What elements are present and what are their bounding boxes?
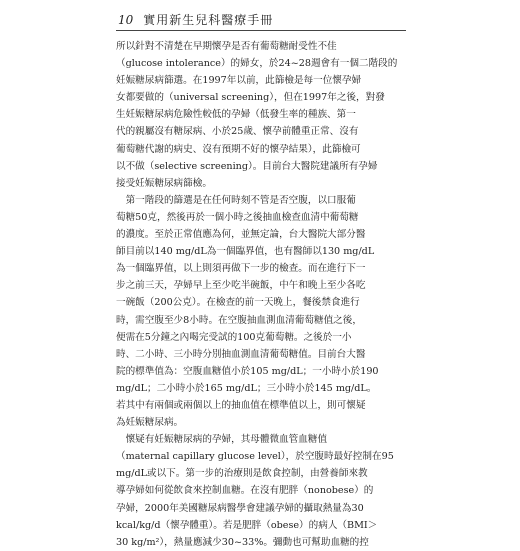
text-line: （glucose intolerance）的婦女，於24~28週會有一個二階段的 <box>116 58 398 70</box>
text-line: 步之前三天，孕婦早上至少吃半碗飯，中午和晚上至少各吃 <box>116 280 366 292</box>
text-line: 30 kg/m²），熱量應減少30~33%。彌動也可幫助血糖的控 <box>116 536 369 548</box>
text-line: mg/dL；二小時小於165 mg/dL；三小時小於145 mg/dL。 <box>116 382 377 394</box>
text-line: 生妊娠糖尿病危險性較低的孕婦（低發生率的種族、第一 <box>116 109 356 121</box>
page-number: 10 <box>118 13 134 27</box>
text-line: mg/dL或以下。第一步的治療則是飲食控制，由營養師來教 <box>116 468 368 480</box>
text-line: 女都要做的（universal screening），但在1997年之後，對發 <box>116 92 385 104</box>
text-line: 若其中有兩個或兩個以上的抽血值在標準值以上，則可懷疑 <box>116 399 366 411</box>
text-line: 代的親屬沒有糖尿病、小於25歲、懷孕前體重正常、沒有 <box>116 126 359 138</box>
header-divider <box>116 30 406 31</box>
text-line: 萄糖50克，然後再於一個小時之後抽血檢查血清中葡萄糖 <box>116 211 359 223</box>
text-line: 導孕婦如何從飲食來控制血糖。在沒有肥胖（nonobese）的 <box>116 485 374 497</box>
text-line: 以不做（selective screening）。目前台大醫院建議所有孕婦 <box>116 160 378 172</box>
text-line: 師目前以140 mg/dL為一個臨界值，也有醫師以130 mg/dL <box>116 246 375 258</box>
text-line: 院的標準值為：空腹血糖值小於105 mg/dL；一小時小於190 <box>116 365 379 377</box>
text-line: 時，需空腹至少8小時。在空腹抽血測血清葡萄糖值之後， <box>116 314 362 326</box>
text-line: 一碗飯（200公克）。在檢查的前一天晚上，餐後禁食進行 <box>116 297 360 309</box>
text-line: 所以針對不清楚在早期懷孕是否有葡萄糖耐受性不佳 <box>116 41 337 52</box>
text-line: 孕婦，2000年美國糖尿病醫學會建議孕婦的攝取熱量為30 <box>116 502 364 514</box>
running-header <box>118 11 273 28</box>
book-title: 實用新生兒科醫療手冊 <box>143 13 274 27</box>
body-text <box>116 38 408 551</box>
text-line: 便需在5分鐘之內喝完受試的100克葡萄糖。之後於一小 <box>116 331 352 343</box>
text-line: 妊娠糖尿病篩選。在1997年以前，此篩檢是每一位懷孕婦 <box>116 75 362 87</box>
text-line: 的濃度。至於正常值應為何，並無定論，台大醫院大部分醫 <box>116 229 366 241</box>
text-line: 為妊娠糖尿病。 <box>116 417 184 429</box>
text-line: 第一階段的篩選是在任何時刻不管是否空腹，以口服葡 <box>116 194 356 206</box>
text-line: （maternal capillary glucose level），於空腹時最好控制在95 <box>116 451 394 463</box>
text-line: 時、二小時、三小時分別抽血測血清葡萄糖值。目前台大醫 <box>116 348 366 360</box>
text-line: 為一個臨界值，以上則須再做下一步的檢查。而在進行下一 <box>116 263 366 275</box>
text-line: 懷疑有妊娠糖尿病的孕婦，其母體微血管血糖值 <box>116 434 328 446</box>
text-line: kcal/kg/d（懷孕體重）。若是肥胖（obese）的病人（BMI＞ <box>116 519 378 531</box>
text-line: 葡萄糖代謝的病史、沒有預期不好的懷孕結果），此篩檢可 <box>116 143 361 155</box>
text-line: 接受妊娠糖尿病篩檢。 <box>116 177 212 189</box>
